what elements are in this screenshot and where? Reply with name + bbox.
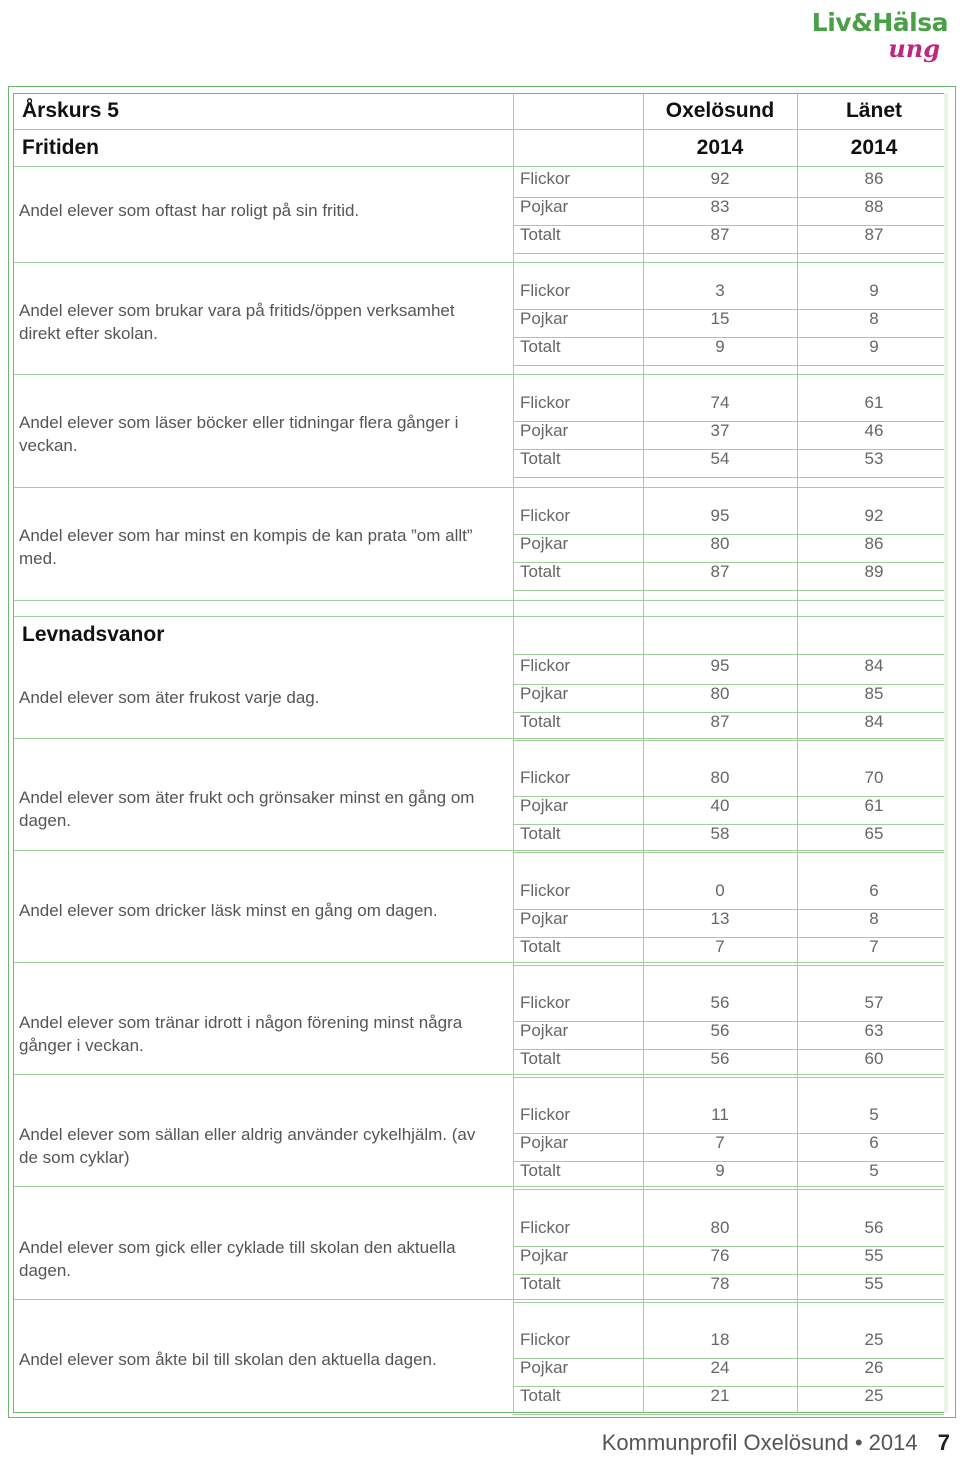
- value-oxelosund: 0: [715, 881, 725, 900]
- gender-label: Pojkar: [520, 684, 569, 703]
- question-text: Andel elever som sällan eller aldrig använder cykelhjälm. (av de som cyklar): [19, 1125, 476, 1167]
- value-lanet: 55: [864, 1246, 884, 1265]
- value-lanet: 26: [864, 1358, 884, 1377]
- row-divider: [513, 365, 944, 366]
- question-text: Andel elever som tränar idrott i någon förening minst några gånger i veckan.: [19, 1013, 463, 1055]
- value-lanet: 6: [869, 1133, 879, 1152]
- value-lanet: 46: [864, 421, 884, 440]
- value-oxelosund: 92: [710, 169, 730, 188]
- value-oxelosund: 56: [710, 1049, 730, 1068]
- header-divider: [14, 166, 513, 167]
- value-lanet: 6: [869, 881, 879, 900]
- value-oxelosund: 40: [710, 796, 730, 815]
- liv-halsa-logo: [811, 6, 952, 68]
- value-lanet: 87: [864, 225, 884, 244]
- row-divider: [513, 740, 944, 741]
- question-text: Andel elever som åkte bil till skolan den aktuella dagen.: [19, 1350, 437, 1369]
- row-divider: [513, 1302, 944, 1303]
- value-oxelosund: 15: [710, 309, 730, 328]
- row-divider: [513, 1077, 944, 1078]
- section-title-fritiden: Fritiden: [22, 136, 99, 159]
- row-divider: [513, 654, 944, 655]
- gender-label: Pojkar: [520, 309, 569, 328]
- block-divider: [14, 600, 944, 601]
- gender-label: Pojkar: [520, 1246, 569, 1265]
- value-lanet: 84: [864, 712, 884, 731]
- value-oxelosund: 80: [710, 534, 730, 553]
- value-lanet: 84: [864, 656, 884, 675]
- row-divider: [513, 253, 944, 254]
- value-lanet: 92: [864, 506, 884, 525]
- gender-label: Totalt: [520, 1274, 561, 1293]
- logo-text-bottom: ung: [888, 34, 940, 63]
- logo-text-top: Liv&Hälsa: [811, 8, 948, 37]
- gender-label: Pojkar: [520, 197, 569, 216]
- value-oxelosund: 87: [710, 225, 730, 244]
- value-oxelosund: 13: [710, 909, 730, 928]
- value-lanet: 86: [864, 534, 884, 553]
- header-divider: [14, 129, 513, 130]
- block-divider: [14, 850, 944, 851]
- value-oxelosund: 56: [710, 993, 730, 1012]
- gender-label: Totalt: [520, 562, 561, 581]
- gender-label: Flickor: [520, 281, 571, 300]
- value-lanet: 61: [864, 796, 884, 815]
- value-oxelosund: 54: [710, 449, 730, 468]
- value-oxelosund: 95: [710, 656, 730, 675]
- value-oxelosund: 80: [710, 768, 730, 787]
- question-text: Andel elever som gick eller cyklade till skolan den aktuella dagen.: [19, 1238, 456, 1280]
- value-oxelosund: 76: [710, 1246, 730, 1265]
- value-oxelosund: 56: [710, 1021, 730, 1040]
- column-header-oxelosund: Oxelösund: [665, 99, 775, 122]
- column-year-lanet: 2014: [850, 136, 898, 159]
- question-text: Andel elever som äter frukost varje dag.: [19, 688, 320, 707]
- value-lanet: 53: [864, 449, 884, 468]
- value-oxelosund: 18: [710, 1330, 730, 1349]
- gender-label: Pojkar: [520, 1021, 569, 1040]
- value-lanet: 57: [864, 993, 884, 1012]
- value-oxelosund: 80: [710, 684, 730, 703]
- gender-label: Totalt: [520, 1386, 561, 1405]
- gender-label: Flickor: [520, 993, 571, 1012]
- value-lanet: 8: [869, 309, 879, 328]
- value-lanet: 61: [864, 393, 884, 412]
- value-lanet: 9: [869, 281, 879, 300]
- value-lanet: 25: [864, 1330, 884, 1349]
- column-divider: [513, 93, 514, 1413]
- gender-label: Flickor: [520, 506, 571, 525]
- question-text: Andel elever som brukar vara på fritids/öppen verksamhet direkt efter skolan.: [19, 301, 455, 343]
- block-divider: [14, 1186, 944, 1187]
- block-divider: [14, 738, 944, 739]
- question-text: Andel elever som oftast har roligt på sin fritid.: [19, 201, 360, 220]
- value-oxelosund: 95: [710, 506, 730, 525]
- block-divider: [14, 1074, 944, 1075]
- value-lanet: 56: [864, 1218, 884, 1237]
- gender-label: Flickor: [520, 1330, 571, 1349]
- value-oxelosund: 7: [715, 937, 725, 956]
- block-divider: [14, 487, 944, 488]
- gender-label: Pojkar: [520, 421, 569, 440]
- gender-label: Flickor: [520, 881, 571, 900]
- value-lanet: 85: [864, 684, 884, 703]
- gender-label: Totalt: [520, 1161, 561, 1180]
- gender-label: Flickor: [520, 1105, 571, 1124]
- value-oxelosund: 87: [710, 712, 730, 731]
- row-divider: [513, 129, 944, 130]
- value-lanet: 5: [869, 1161, 879, 1180]
- value-oxelosund: 78: [710, 1274, 730, 1293]
- gender-label: Flickor: [520, 768, 571, 787]
- question-text: Andel elever som dricker läsk minst en gång om dagen.: [19, 901, 438, 920]
- block-divider: [14, 616, 944, 617]
- row-divider: [513, 852, 944, 853]
- gender-label: Totalt: [520, 824, 561, 843]
- value-lanet: 63: [864, 1021, 884, 1040]
- value-lanet: 7: [869, 937, 879, 956]
- block-divider: [14, 262, 944, 263]
- gender-label: Pojkar: [520, 1358, 569, 1377]
- gender-label: Pojkar: [520, 534, 569, 553]
- value-lanet: 25: [864, 1386, 884, 1405]
- value-oxelosund: 7: [715, 1133, 725, 1152]
- row-divider: [513, 590, 944, 591]
- question-text: Andel elever som läser böcker eller tidningar flera gånger i veckan.: [19, 413, 459, 455]
- row-divider: [513, 166, 944, 167]
- gender-label: Flickor: [520, 656, 571, 675]
- value-oxelosund: 24: [710, 1358, 730, 1377]
- page-number: 7: [937, 1430, 950, 1455]
- row-divider: [513, 477, 944, 478]
- value-oxelosund: 58: [710, 824, 730, 843]
- grade-title: Årskurs 5: [22, 99, 119, 122]
- footer-year: 2014: [868, 1430, 918, 1455]
- value-lanet: 8: [869, 909, 879, 928]
- value-oxelosund: 21: [710, 1386, 730, 1405]
- page-footer: [602, 1430, 950, 1456]
- value-lanet: 60: [864, 1049, 884, 1068]
- block-divider: [14, 962, 944, 963]
- value-lanet: 86: [864, 169, 884, 188]
- value-oxelosund: 11: [711, 1105, 729, 1124]
- question-text: Andel elever som äter frukt och grönsaker minst en gång om dagen.: [19, 788, 475, 830]
- value-lanet: 88: [864, 197, 884, 216]
- value-lanet: 9: [869, 337, 879, 356]
- value-oxelosund: 80: [710, 1218, 730, 1237]
- gender-label: Pojkar: [520, 909, 569, 928]
- footer-title: Kommunprofil Oxelösund: [601, 1430, 849, 1455]
- footer-bullet: •: [854, 1430, 869, 1455]
- row-divider: [513, 965, 944, 966]
- value-lanet: 65: [864, 824, 884, 843]
- gender-label: Totalt: [520, 449, 561, 468]
- column-header-lanet: Länet: [845, 99, 902, 122]
- gender-label: Totalt: [520, 225, 561, 244]
- value-oxelosund: 74: [710, 393, 730, 412]
- value-oxelosund: 9: [715, 337, 725, 356]
- value-oxelosund: 87: [710, 562, 730, 581]
- value-oxelosund: 83: [710, 197, 730, 216]
- value-lanet: 70: [864, 768, 884, 787]
- gender-label: Pojkar: [520, 796, 569, 815]
- row-divider: [513, 1414, 944, 1415]
- row-divider: [513, 1189, 944, 1190]
- block-divider: [14, 1299, 944, 1300]
- value-lanet: 5: [869, 1105, 879, 1124]
- value-oxelosund: 9: [715, 1161, 725, 1180]
- column-year-oxelosund: 2014: [696, 136, 744, 159]
- gender-label: Totalt: [520, 337, 561, 356]
- block-divider: [14, 374, 944, 375]
- section-title-levnadsvanor: Levnadsvanor: [22, 623, 165, 646]
- value-oxelosund: 37: [710, 421, 730, 440]
- gender-label: Totalt: [520, 712, 561, 731]
- gender-label: Flickor: [520, 393, 571, 412]
- gender-label: Flickor: [520, 169, 571, 188]
- value-oxelosund: 3: [715, 281, 725, 300]
- question-text: Andel elever som har minst en kompis de kan prata ”om allt” med.: [19, 526, 473, 568]
- value-lanet: 55: [864, 1274, 884, 1293]
- gender-label: Flickor: [520, 1218, 571, 1237]
- gender-label: Totalt: [520, 1049, 561, 1068]
- gender-label: Totalt: [520, 937, 561, 956]
- gender-label: Pojkar: [520, 1133, 569, 1152]
- value-lanet: 89: [864, 562, 884, 581]
